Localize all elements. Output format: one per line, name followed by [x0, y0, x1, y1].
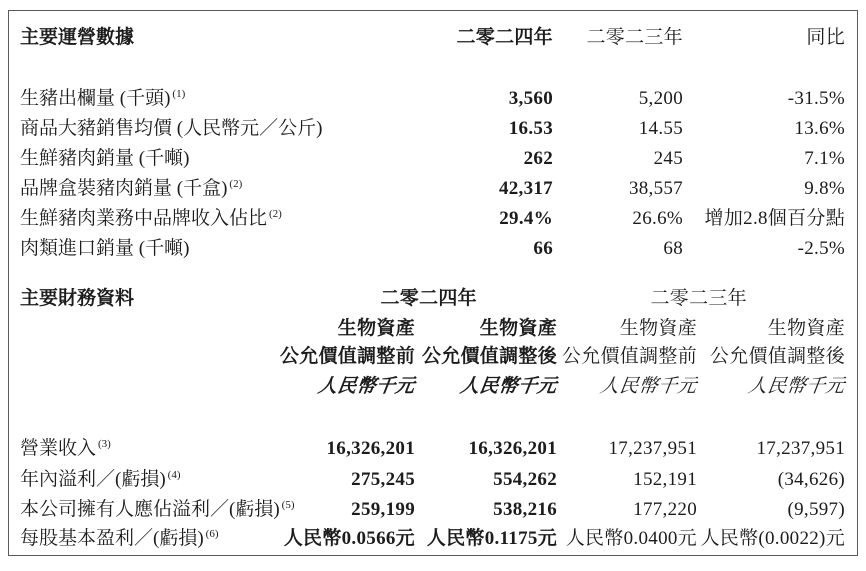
fin-subheader-bio-2023-after: 生物資產 — [767, 318, 845, 339]
op-row-label-text: 生鮮豬肉銷量 (千噸) — [20, 148, 190, 169]
op-value-yoy: 增加2.8個百分點 — [704, 208, 845, 229]
fin-row-profit-for-year — [20, 469, 845, 492]
op-row-label-text: 品牌盒裝豬肉銷量 (千盒) — [20, 178, 228, 199]
fin-value-2024-before: 人民幣0.0566元 — [283, 528, 415, 549]
fin-value-2023-after: 17,237,951 — [756, 438, 845, 459]
op-value-2023: 5,200 — [638, 88, 683, 109]
op-col-header-2023: 二零二三年 — [586, 27, 683, 48]
fin-subheader-adjust-row — [20, 346, 845, 369]
financial-header-row — [20, 288, 845, 311]
op-value-yoy: -2.5% — [797, 238, 845, 259]
op-row-label — [20, 148, 191, 170]
footnote-marker: (1) — [172, 87, 186, 100]
op-row-label-text: 生豬出欄量 (千頭) — [20, 88, 171, 109]
fin-value-2023-after: 人民幣(0.0022)元 — [700, 528, 845, 549]
fin-subheader-after-2024: 公允價值調整後 — [421, 346, 557, 367]
op-row-fresh-pork-volume — [20, 148, 845, 171]
fin-unit-label — [600, 376, 697, 398]
fin-row-profit-attributable-owners — [20, 499, 845, 522]
fin-value-2024-before: 275,245 — [351, 469, 415, 490]
op-value-yoy: 7.1% — [804, 148, 845, 169]
op-row-label — [20, 208, 282, 230]
fin-value-2023-before: 152,191 — [633, 469, 697, 490]
op-value-2024: 3,560 — [508, 88, 553, 109]
fin-value-2024-after: 16,326,201 — [468, 438, 557, 459]
op-value-yoy: 13.6% — [794, 118, 845, 139]
fin-value-2024-after: 538,216 — [493, 499, 557, 520]
fin-value-2024-after: 554,262 — [493, 469, 557, 490]
fin-value-2023-before: 177,220 — [633, 499, 697, 520]
op-col-header-yoy: 同比 — [806, 27, 845, 48]
op-row-label — [20, 88, 185, 110]
fin-value-2024-before: 259,199 — [351, 499, 415, 520]
op-col-header-2024: 二零二四年 — [456, 27, 553, 48]
fin-row-label — [20, 438, 111, 460]
fin-subheader-after-2023: 公允價值調整後 — [709, 346, 845, 367]
fin-subheader-before-2024: 公允價值調整前 — [279, 346, 415, 367]
fin-subheader-bio-2024-after: 生物資產 — [479, 318, 557, 339]
op-value-2023: 245 — [653, 148, 683, 169]
financial-section-title: 主要財務資料 — [20, 288, 135, 309]
fin-row-label-text: 本公司擁有人應佔溢利／(虧損) — [20, 499, 280, 520]
footnote-marker: (4) — [167, 468, 181, 481]
fin-row-label-text: 年內溢利／(虧損) — [20, 469, 166, 490]
operating-section-title: 主要運營數據 — [20, 27, 135, 48]
op-value-2023: 38,557 — [628, 178, 683, 199]
fin-value-2023-before: 17,237,951 — [608, 438, 697, 459]
fin-value-2023-before: 人民幣0.0400元 — [565, 528, 697, 549]
fin-value-2024-after: 人民幣0.1175元 — [426, 528, 557, 549]
fin-row-basic-eps — [20, 528, 845, 551]
fin-unit-label — [460, 376, 557, 398]
op-row-branded-boxed-pork — [20, 178, 845, 201]
fin-row-label-text: 營業收入 — [20, 438, 97, 459]
report-table-frame — [8, 10, 858, 556]
op-value-2023: 68 — [663, 238, 683, 259]
footnote-marker: (2) — [269, 207, 282, 220]
footnote-marker: (2) — [229, 177, 243, 190]
footnote-marker: (3) — [98, 437, 111, 450]
op-value-2024: 16.53 — [508, 118, 553, 139]
fin-unit-text: 人民幣千元 — [459, 376, 559, 397]
footnote-marker: (6) — [205, 527, 219, 540]
op-row-label-text: 商品大豬銷售均價 (人民幣元／公斤) — [20, 118, 323, 139]
op-row-label — [20, 118, 324, 140]
op-value-2024: 262 — [523, 148, 553, 169]
fin-row-label — [20, 528, 218, 550]
fin-row-revenue — [20, 438, 845, 461]
fin-unit-label — [318, 376, 415, 398]
op-value-2023: 26.6% — [632, 208, 683, 229]
op-value-yoy: 9.8% — [804, 178, 845, 199]
op-value-2023: 14.55 — [638, 118, 683, 139]
op-value-2024: 42,317 — [498, 178, 553, 199]
fin-year-header-2024: 二零二四年 — [380, 288, 477, 309]
op-row-brand-revenue-share — [20, 208, 845, 231]
op-value-yoy: -31.5% — [787, 88, 845, 109]
operating-header-row — [20, 27, 845, 50]
fin-value-2023-after: (34,626) — [777, 469, 845, 490]
fin-subheader-bio-row — [20, 318, 845, 341]
op-value-2024: 66 — [533, 238, 553, 259]
fin-value-2024-before: 16,326,201 — [326, 438, 415, 459]
op-row-label-text: 生鮮豬肉業務中品牌收入佔比 — [20, 208, 268, 229]
fin-unit-text: 人民幣千元 — [317, 376, 417, 397]
op-row-label — [20, 178, 242, 200]
footnote-marker: (5) — [281, 498, 295, 511]
op-row-label — [20, 238, 191, 260]
op-row-pigs-sold — [20, 88, 845, 111]
op-row-meat-import-volume — [20, 238, 845, 261]
op-row-label-text: 肉類進口銷量 (千噸) — [20, 238, 190, 259]
op-value-2024: 29.4% — [499, 208, 553, 229]
fin-row-label — [20, 469, 180, 491]
fin-subheader-bio-2023-before: 生物資產 — [619, 318, 697, 339]
fin-subheader-bio-2024-before: 生物資產 — [337, 318, 415, 339]
fin-row-label — [20, 499, 294, 521]
fin-row-label-text: 每股基本盈利／(虧損) — [20, 528, 204, 549]
fin-unit-label — [748, 376, 845, 398]
fin-value-2023-after: (9,597) — [787, 499, 845, 520]
fin-unit-text: 人民幣千元 — [747, 376, 847, 397]
fin-year-header-2023: 二零二三年 — [650, 288, 747, 309]
fin-subheader-unit-row — [20, 376, 845, 399]
fin-unit-text: 人民幣千元 — [599, 376, 699, 397]
fin-subheader-before-2023: 公允價值調整前 — [561, 346, 697, 367]
op-row-avg-price — [20, 118, 845, 141]
